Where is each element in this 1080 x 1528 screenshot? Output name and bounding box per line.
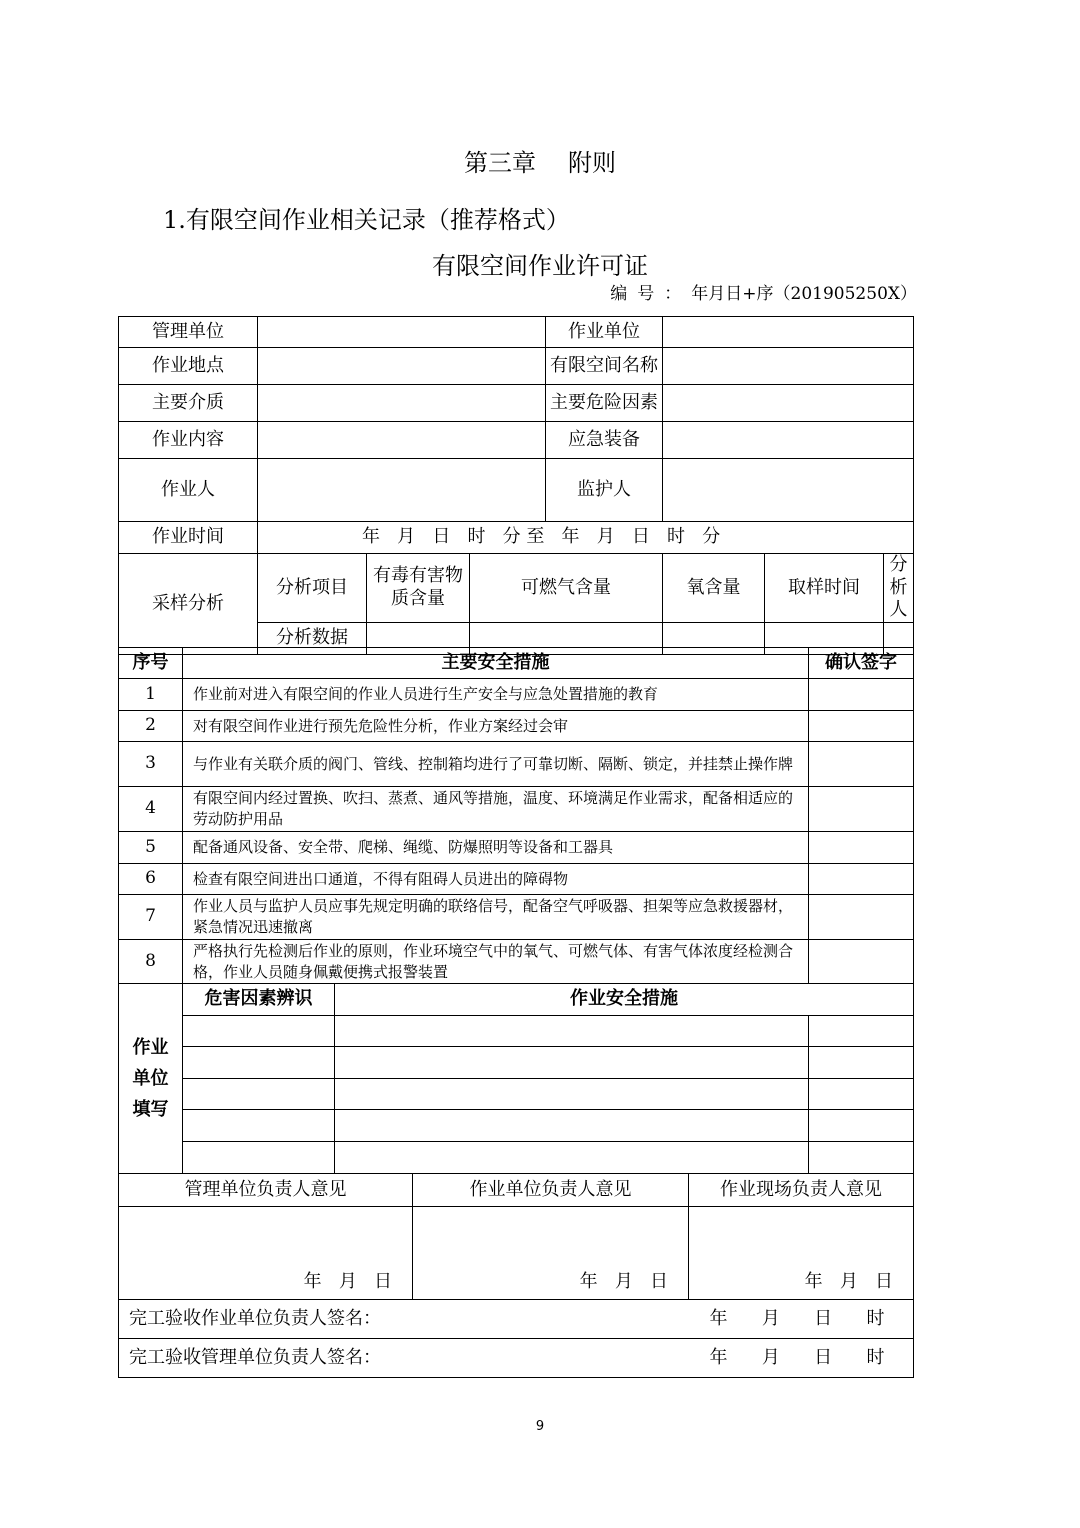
- sampling-label: 采样分析: [119, 554, 258, 655]
- measure-number: 3: [119, 742, 183, 787]
- unit-sign-cell[interactable]: [809, 1047, 914, 1079]
- measure-text: 与作业有关联介质的阀门、管线、控制箱均进行了可靠切断、隔断、锁定，并挂禁止操作牌: [183, 742, 809, 787]
- hazard-cell[interactable]: [183, 1142, 335, 1174]
- unit-sign-cell[interactable]: [809, 1016, 914, 1047]
- sampling-header-time: 取样时间: [765, 554, 884, 623]
- mgmt-unit-acceptance-row[interactable]: [119, 1339, 914, 1378]
- main-medium-label: 主要介质: [119, 385, 258, 422]
- measure-signature[interactable]: [809, 742, 914, 787]
- mgmt-unit-label: 管理单位: [119, 317, 258, 348]
- unit-sign-cell[interactable]: [809, 1142, 914, 1174]
- work-time-label: 作业时间: [119, 522, 258, 554]
- unit-fill-label-line: 填写: [132, 1099, 169, 1120]
- measure-text: 对有限空间作业进行预先危险性分析，作业方案经过会审: [183, 711, 809, 742]
- work-opinion-header: 作业单位负责人意见: [413, 1174, 689, 1207]
- measure-number: 8: [119, 940, 183, 984]
- measure-signature[interactable]: [809, 864, 914, 895]
- safety-measures-table: [118, 647, 914, 984]
- hazard-cell[interactable]: [183, 1016, 335, 1047]
- measure-text: 检查有限空间进出口通道，不得有阻碍人员进出的障碍物: [183, 864, 809, 895]
- work-content-value[interactable]: [258, 422, 546, 459]
- unit-measure-cell[interactable]: [335, 1142, 809, 1174]
- page-number: 9: [535, 1419, 545, 1434]
- guardian-value[interactable]: [663, 459, 914, 522]
- measure-text: 作业人员与监护人员应事先规定明确的联络信号，配备空气呼吸器、担架等应急救援器材，紧急情况迅速撤离: [183, 895, 809, 940]
- document-title: 有限空间作业许可证: [432, 252, 648, 280]
- work-unit-acceptance-row[interactable]: [119, 1300, 914, 1339]
- measure-number: 4: [119, 787, 183, 832]
- work-unit-acceptance-label: 完工验收作业单位负责人签名：: [129, 1307, 381, 1329]
- guardian-label: 监护人: [546, 459, 663, 522]
- measures-header-no: 序号: [119, 648, 183, 679]
- mgmt-unit-value[interactable]: [258, 317, 546, 348]
- serial-label: 编号：: [610, 284, 692, 304]
- unit-fill-table: [118, 983, 914, 1174]
- sampling-header-combustible: 可燃气含量: [470, 554, 663, 623]
- hazard-cell[interactable]: [183, 1047, 335, 1079]
- measure-signature[interactable]: [809, 832, 914, 864]
- emergency-equipment-value[interactable]: [663, 422, 914, 459]
- unit-fill-label-line: 作业: [132, 1037, 169, 1058]
- measure-text: 严格执行先检测后作业的原则，作业环境空气中的氧气、可燃气体、有害气体浓度经检测合格，作业人员随身佩戴便携式报警装置: [183, 940, 809, 984]
- hazard-cell[interactable]: [183, 1079, 335, 1110]
- measure-number: 1: [119, 679, 183, 711]
- unit-measure-cell[interactable]: [335, 1110, 809, 1142]
- measure-number: 7: [119, 895, 183, 940]
- site-opinion-header: 作业现场负责人意见: [689, 1174, 914, 1207]
- measure-text: 配备通风设备、安全带、爬梯、绳缆、防爆照明等设备和工器具: [183, 832, 809, 864]
- work-unit-label: 作业单位: [546, 317, 663, 348]
- serial-value: 年月日+序（201905250X）: [691, 284, 917, 304]
- unit-measure-cell[interactable]: [335, 1079, 809, 1110]
- mgmt-unit-acceptance-date: 年 月 日 时: [709, 1346, 885, 1368]
- work-unit-value[interactable]: [663, 317, 914, 348]
- work-opinion-date[interactable]: 年 月 日: [413, 1207, 689, 1300]
- site-opinion-date[interactable]: 年 月 日: [689, 1207, 914, 1300]
- emergency-equipment-label: 应急装备: [546, 422, 663, 459]
- unit-sign-cell[interactable]: [809, 1110, 914, 1142]
- chapter-heading: [0, 143, 1080, 178]
- main-hazard-value[interactable]: [663, 385, 914, 422]
- unit-fill-label-line: 单位: [132, 1068, 169, 1089]
- work-time-value[interactable]: 年 月 日 时 分 至 年 月 日 时 分: [258, 522, 914, 554]
- space-name-label: 有限空间名称: [546, 348, 663, 385]
- work-content-label: 作业内容: [119, 422, 258, 459]
- opinions-table: [118, 1173, 914, 1378]
- sampling-header-analyst: 分析人: [884, 554, 914, 623]
- measure-signature[interactable]: [809, 895, 914, 940]
- worker-label: 作业人: [119, 459, 258, 522]
- section-title: 1.有限空间作业相关记录（推荐格式）: [163, 206, 570, 234]
- measure-signature[interactable]: [809, 679, 914, 711]
- measures-header-measure: 主要安全措施: [183, 648, 809, 679]
- measure-number: 2: [119, 711, 183, 742]
- hazard-cell[interactable]: [183, 1110, 335, 1142]
- chapter-title: 附则: [568, 149, 616, 177]
- measure-number: 6: [119, 864, 183, 895]
- unit-measure-cell[interactable]: [335, 1047, 809, 1079]
- main-medium-value[interactable]: [258, 385, 546, 422]
- sampling-header-oxygen: 氧含量: [663, 554, 765, 623]
- permit-basic-table: [118, 316, 914, 655]
- measure-signature[interactable]: [809, 711, 914, 742]
- sampling-header-toxic: 有毒有害物质含量: [367, 554, 470, 623]
- serial-number: [610, 279, 917, 304]
- hazard-header: 危害因素辨识: [183, 984, 335, 1016]
- work-unit-acceptance-date: 年 月 日 时: [709, 1307, 885, 1329]
- worker-value[interactable]: [258, 459, 546, 522]
- chapter-number: 第三章: [464, 149, 536, 177]
- space-name-value[interactable]: [663, 348, 914, 385]
- sampling-data-label: 分析数据: [258, 622, 367, 654]
- measure-text: 有限空间内经过置换、吹扫、蒸煮、通风等措施，温度、环境满足作业需求，配备相适应的劳动防护用品: [183, 787, 809, 832]
- measures-header-sign: 确认签字: [809, 648, 914, 679]
- main-hazard-label: 主要危险因素: [546, 385, 663, 422]
- unit-sign-cell[interactable]: [809, 1079, 914, 1110]
- unit-measure-header: 作业安全措施: [335, 984, 914, 1016]
- sampling-header-item: 分析项目: [258, 554, 367, 623]
- measure-signature[interactable]: [809, 940, 914, 984]
- mgmt-unit-acceptance-label: 完工验收管理单位负责人签名：: [129, 1346, 381, 1368]
- measure-signature[interactable]: [809, 787, 914, 832]
- work-location-label: 作业地点: [119, 348, 258, 385]
- mgmt-opinion-header: 管理单位负责人意见: [119, 1174, 413, 1207]
- unit-measure-cell[interactable]: [335, 1016, 809, 1047]
- mgmt-opinion-date[interactable]: 年 月 日: [119, 1207, 413, 1300]
- unit-fill-label: [119, 984, 183, 1174]
- measure-number: 5: [119, 832, 183, 864]
- work-location-value[interactable]: [258, 348, 546, 385]
- measure-text: 作业前对进入有限空间的作业人员进行生产安全与应急处置措施的教育: [183, 679, 809, 711]
